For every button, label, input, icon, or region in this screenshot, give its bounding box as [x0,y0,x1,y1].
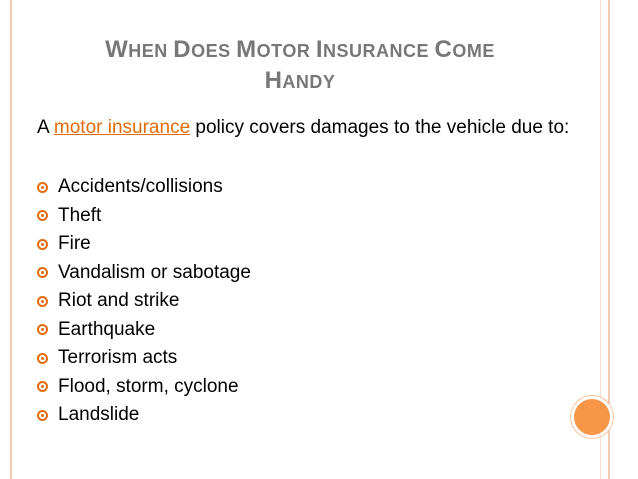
circle-bullet-icon [37,381,48,392]
list-item [37,316,251,345]
title-word: MOTOR [236,36,311,63]
list-item-label: Vandalism or sabotage [58,261,251,283]
circle-bullet-icon [37,353,48,364]
intro-prefix: A [37,117,54,138]
circle-bullet-icon [37,324,48,335]
list-item [37,202,251,231]
intro-suffix: policy covers damages to the vehicle due to: [190,117,570,138]
title-word: DOES [173,36,231,63]
coverage-list [37,173,251,430]
circle-bullet-icon [37,296,48,307]
slide-title [0,35,600,97]
motor-insurance-link[interactable]: motor insurance [53,117,191,138]
list-item [37,230,251,259]
intro-paragraph [37,116,577,140]
title-word: INSURANCE [315,36,430,63]
circle-bullet-icon [37,267,48,278]
list-item-label: Accidents/collisions [58,176,223,198]
list-item [37,401,251,430]
list-item [37,373,251,402]
circle-bullet-icon [37,410,48,421]
circle-bullet-icon [37,239,48,250]
list-item [37,287,251,316]
list-item-label: Flood, storm, cyclone [58,375,239,397]
list-item-label: Landslide [58,404,140,426]
title-word: WHEN [105,36,168,63]
title-line-2 [0,66,600,97]
title-word: COME [434,36,495,63]
list-item [37,344,251,373]
list-item-label: Riot and strike [58,290,180,312]
list-item [37,259,251,288]
circle-bullet-icon [37,210,48,221]
list-item [37,173,251,202]
title-word: HANDY [264,67,336,94]
decorative-circle [571,396,613,438]
list-item-label: Theft [58,204,102,226]
list-item-label: Fire [58,233,91,255]
list-item-label: Terrorism acts [58,347,178,369]
list-item-label: Earthquake [58,318,156,340]
title-line-1 [0,35,600,66]
circle-bullet-icon [37,182,48,193]
